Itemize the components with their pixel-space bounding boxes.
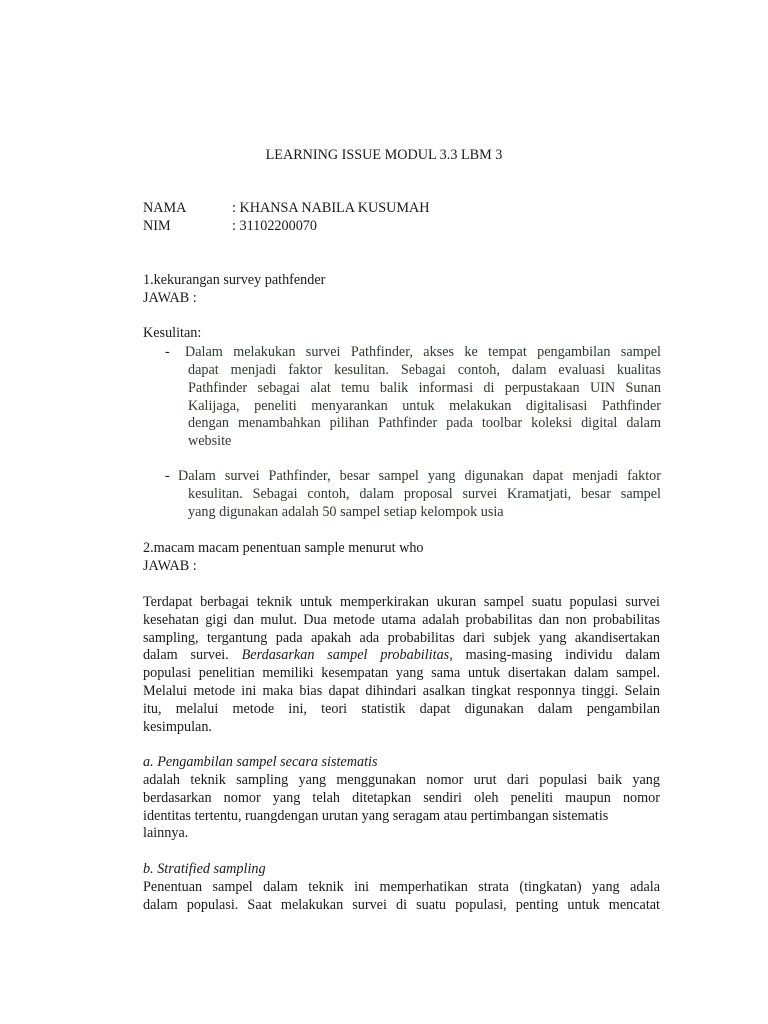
kesulitan-heading: Kesulitan: [143,325,202,341]
section-b-line: dalam populasi. Saat melakukan survei di suatu populasi, penting untuk mencatat [143,896,660,913]
intro-line: sampling, tergantung pada apakah ada probabilitas dari subjek yang akandisertakan [143,629,660,646]
bullet-dash-1: - [165,344,170,360]
bullet-2-cont [188,486,661,522]
section-a-line: identitas tertentu, ruangdengan urutan yang seragam atau pertimbangan sistematis [143,807,609,824]
bullet-2-line: Dalam survei Pathfinder, besar sampel yang digunakan dapat menjadi faktor [178,468,661,484]
section-a-line: berdasarkan nomor yang telah ditetapkan sendiri oleh peneliti maupun nomor [143,789,660,806]
bullet-1-line: Pathfinder sebagai alat temu balik informasi di perpustakaan UIN Sunan [188,379,661,396]
nim-label: NIM [143,218,171,234]
bullet-1-line: dengan menambahkan pilihan Pathfinder pada toolbar koleksi digital dalam [188,415,661,432]
question-2: 2.macam macam penentuan sample menurut who [143,540,424,556]
section-a-heading: a. Pengambilan sampel secara sistematis [143,754,378,770]
intro-line: Melalui metode ini maka bias dapat dihindari asalkan tingkat responnya tinggi. Selain [143,682,660,699]
bullet-1-line: website [188,433,232,450]
intro-line: Terdapat berbagai teknik untuk memperkirakan ukuran sampel suatu populasi survei [143,594,660,610]
intro-text: dalam survei. [143,647,229,664]
section-b-heading: b. Stratified sampling [143,861,266,877]
nim-value: : 31102200070 [232,218,317,234]
intro-line-mixed [143,647,660,665]
nama-label: NAMA [143,200,187,216]
intro-line: kesimpulan. [143,718,212,735]
bullet-dash-2: - [165,468,170,484]
section-a-line: lainnya. [143,825,189,842]
bullet-2-line: yang digunakan adalah 50 sampel setiap kelompok usia [188,503,504,520]
section-b-body [143,879,660,915]
section-a-body [143,772,660,843]
intro-text: , masing-masing individu dalam [449,647,660,664]
answer-label-1: JAWAB : [143,290,197,306]
answer-label-2: JAWAB : [143,558,197,574]
intro-italic: Berdasarkan sampel probabilitas [241,647,450,664]
bullet-2-line: kesulitan. Sebagai contoh, dalam proposal survei Kramatjati, besar sampel [188,486,661,502]
bullet-1 [185,344,661,362]
bullet-1-cont [188,362,661,451]
intro-line: kesehatan gigi dan mulut. Dua metode utama adalah probabilitas dan non probabilitas [143,611,660,628]
bullet-1-line: Dalam melakukan survei Pathfinder, akses ke tempat pengambilan sampel [185,344,661,360]
intro-line: itu, melalui metode ini, teori statistik dapat digunakan dalam pengambilan [143,700,660,717]
bullet-2 [178,468,661,486]
intro-paragraph [143,594,660,736]
section-b-line: Penentuan sampel dalam teknik ini memperhatikan strata (tingkatan) yang adala [143,879,660,895]
bullet-1-line: Kalijaga, peneliti menyarankan untuk melakukan digitalisasi Pathfinder [188,397,661,414]
intro-line: populasi penelitian memiliki kesempatan yang sama untuk disertakan dalam sampel. [143,665,660,682]
bullet-1-line: dapat menjadi faktor kesulitan. Sebagai contoh, dalam evaluasi kualitas [188,362,661,378]
nama-value: : KHANSA NABILA KUSUMAH [232,200,430,216]
question-1: 1.kekurangan survey pathfender [143,272,326,288]
section-a-line: adalah teknik sampling yang menggunakan nomor urut dari populasi baik yang [143,772,660,788]
page-title: LEARNING ISSUE MODUL 3.3 LBM 3 [265,147,503,163]
